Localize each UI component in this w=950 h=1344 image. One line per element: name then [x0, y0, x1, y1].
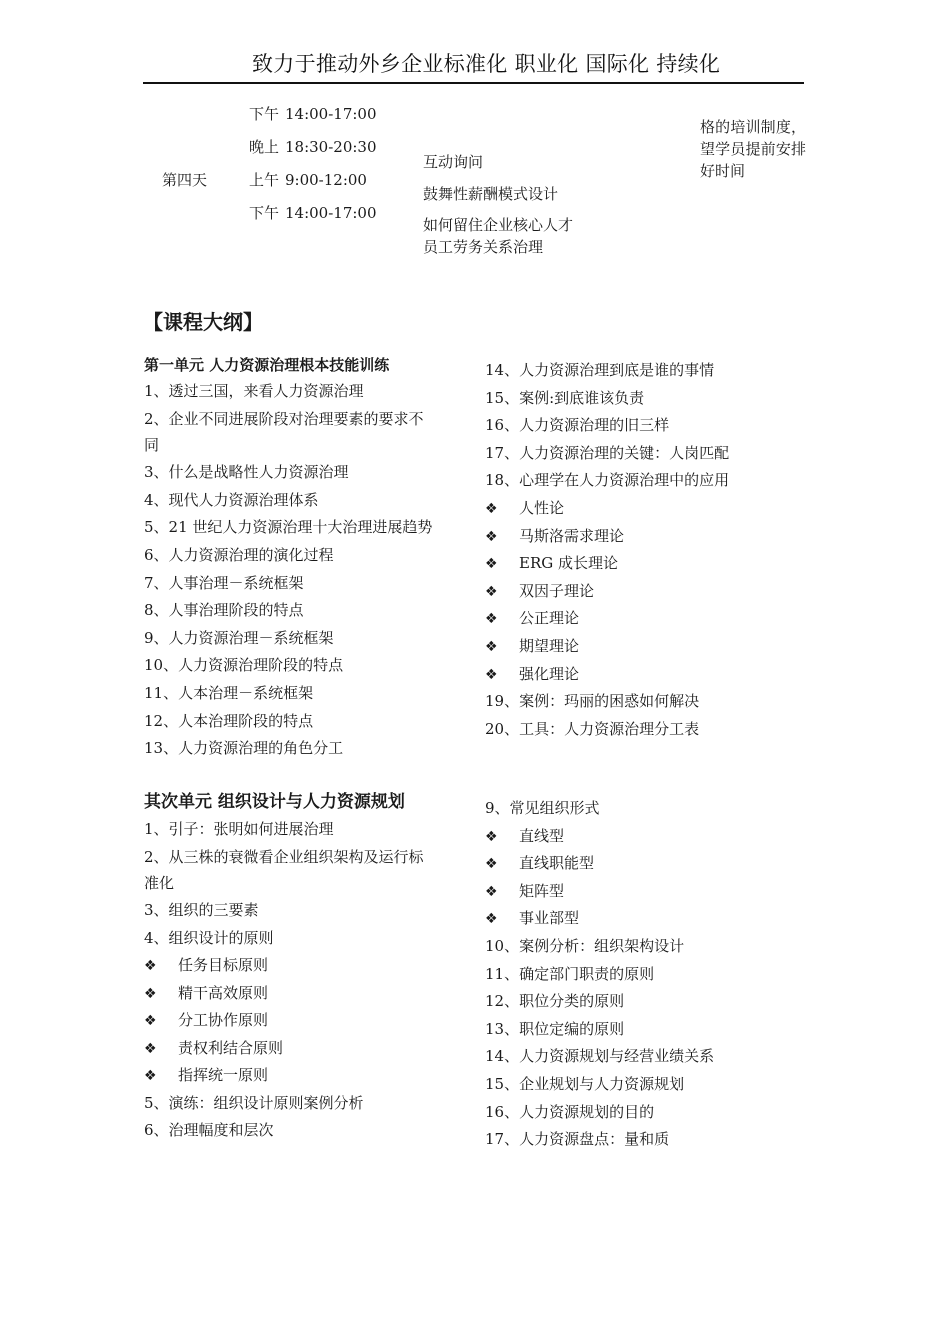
schedule-topic: 互动询问 — [423, 153, 484, 171]
outline-item-text: 13、人力资源治理的角色分工 — [144, 739, 344, 758]
outline-item — [144, 544, 334, 565]
outline-item-text: 15、案例:到底谁该负责 — [485, 388, 645, 407]
outline-item-text: 9、人力资源治理－系统框架 — [144, 628, 334, 647]
outline-item-text: 9、常见组织形式 — [485, 799, 600, 817]
outline-item — [485, 797, 600, 818]
outline-item-text: 7、人事治理－系统框架 — [144, 573, 304, 592]
schedule-time-row — [249, 202, 377, 223]
outline-item — [144, 654, 343, 675]
outline-item — [485, 1045, 714, 1066]
time-range: 9:00-12:00 — [285, 171, 367, 189]
outline-item-text: 15、企业规划与人力资源规划 — [485, 1075, 685, 1093]
bullet-icon: ❖ — [485, 611, 498, 628]
page-header-slogan: 致力于推动外乡企业标准化 职业化 国际化 持续化 — [252, 52, 721, 76]
bullet-icon: ❖ — [485, 639, 498, 655]
outline-item-text: 4、现代人力资源治理体系 — [144, 490, 319, 509]
bullet-icon: ❖ — [485, 501, 498, 517]
outline-item-text: 3、什么是战略性人力资源治理 — [144, 463, 349, 482]
outline-item-text: 6、人力资源治理的演化过程 — [144, 546, 334, 564]
outline-item-text: 16、人力资源治理的旧三样 — [485, 416, 670, 435]
bullet-icon: ❖ — [144, 985, 157, 1002]
header-divider — [143, 82, 804, 84]
schedule-time-row — [249, 169, 367, 190]
outline-item-text: 2、企业不同进展阶段对治理要素的要求不 — [144, 409, 424, 428]
outline-item-text: 8、人事治理阶段的特点 — [144, 601, 304, 620]
outline-item — [485, 1018, 624, 1039]
outline-item — [485, 1073, 684, 1094]
outline-item-text: 1、引子：张明如何进展治理 — [144, 820, 334, 838]
outline-item — [144, 599, 304, 620]
outline-item-text: 准化 — [144, 873, 175, 892]
outline-item — [144, 818, 334, 839]
outline-item-text: 任务目标原则 — [178, 956, 269, 974]
outline-item — [144, 489, 319, 510]
schedule-topic: 如何留住企业核心人才 — [423, 216, 574, 234]
bullet-icon: ❖ — [485, 556, 498, 573]
outline-item — [144, 408, 424, 429]
schedule-time-row — [249, 103, 377, 124]
outline-item-text: 10、案例分析：组织架构设计 — [485, 937, 685, 955]
schedule-topic: 员工劳务关系治理 — [423, 238, 544, 256]
outline-item-text: 双因子理论 — [519, 581, 595, 600]
outline-item-text: 1、透过三国，来看人力资源治理 — [144, 382, 364, 400]
time-range: 18:30-20:30 — [285, 138, 377, 156]
outline-item-text: 11、人本治理－系统框架 — [144, 684, 314, 702]
outline-item-text: 6、治理幅度和层次 — [144, 1121, 274, 1139]
schedule-note: 格的培训制度，望学员提前安排好时间 — [700, 118, 806, 180]
bullet-icon: ❖ — [485, 911, 498, 928]
bullet-icon: ❖ — [485, 856, 498, 873]
outline-item — [485, 990, 624, 1011]
outline-item-text: 17、人力资源盘点：量和质 — [485, 1130, 670, 1149]
outline-item — [144, 710, 313, 731]
bullet-icon: ❖ — [144, 1068, 157, 1084]
outline-item-text: 事业部型 — [519, 909, 580, 928]
unit1-title: 第一单元 人力资源治理根本技能训练 — [144, 356, 390, 374]
outline-item — [144, 1037, 283, 1058]
outline-item-text: 5、21 世纪人力资源治理十大治理进展趋势 — [144, 518, 433, 537]
outline-item — [485, 525, 624, 546]
outline-item — [485, 414, 669, 435]
outline-item-text: 矩阵型 — [519, 881, 565, 900]
outline-item — [144, 954, 268, 975]
outline-item-text: 同 — [144, 435, 160, 454]
outline-item — [485, 607, 579, 628]
outline-item-text: 18、心理学在人力资源治理中的应用 — [485, 471, 730, 490]
outline-item-text: 14、人力资源规划与经营业绩关系 — [485, 1047, 715, 1066]
outline-item — [485, 852, 594, 873]
time-range: 14:00-17:00 — [285, 204, 377, 222]
outline-item-text: 12、人本治理阶段的特点 — [144, 711, 314, 730]
outline-item — [144, 627, 334, 648]
outline-item-text: 11、确定部门职责的原则 — [485, 964, 655, 983]
outline-item-text: 期望理论 — [519, 637, 580, 655]
outline-item — [144, 1092, 364, 1113]
outline-item-text: 公正理论 — [519, 609, 580, 628]
outline-item-text: 5、演练：组织设计原则案例分析 — [144, 1093, 364, 1112]
outline-item-text: 3、组织的三要素 — [144, 901, 259, 919]
outline-item — [144, 380, 364, 401]
outline-item-text: 14、人力资源治理到底是谁的事情 — [485, 361, 715, 379]
outline-item — [144, 1064, 268, 1085]
outline-item — [144, 516, 432, 537]
outline-item-text: 10、人力资源治理阶段的特点 — [144, 656, 344, 675]
bullet-icon: ❖ — [485, 883, 498, 900]
outline-item-text: 20、工具：人力资源治理分工表 — [485, 719, 700, 738]
unit2-title: 其次单元 组织设计与人力资源规划 — [144, 792, 405, 812]
outline-item-text: ERG 成长理论 — [519, 554, 618, 573]
outline-item — [485, 880, 564, 901]
outline-item — [485, 825, 564, 846]
outline-item-text: 分工协作原则 — [178, 1011, 269, 1029]
outline-item-text: 责权利结合原则 — [178, 1038, 284, 1057]
outline-item-text: 19、案例：玛丽的困惑如何解决 — [485, 692, 700, 711]
outline-item — [485, 387, 644, 408]
outline-title: 【课程大纲】 — [143, 310, 263, 334]
bullet-icon: ❖ — [144, 1040, 157, 1057]
bullet-icon: ❖ — [485, 828, 498, 845]
outline-item — [144, 899, 259, 920]
time-period: 晚上 — [249, 138, 280, 156]
outline-item — [144, 461, 349, 482]
outline-item — [144, 1119, 274, 1140]
outline-item — [485, 935, 684, 956]
bullet-icon: ❖ — [485, 528, 498, 545]
outline-item-text: 精干高效原则 — [178, 983, 269, 1002]
outline-item — [485, 663, 579, 684]
outline-item — [485, 497, 564, 518]
outline-item-text: 人性论 — [519, 499, 565, 517]
outline-item — [144, 737, 343, 758]
outline-item — [144, 1009, 268, 1030]
outline-item-text: 2、从三株的衰微看企业组织架构及运行标 — [144, 847, 424, 866]
time-period: 下午 — [249, 204, 280, 222]
outline-item — [144, 927, 274, 948]
bullet-icon: ❖ — [485, 583, 498, 600]
schedule-day: 第四天 — [162, 171, 208, 189]
outline-item-text: 直线职能型 — [519, 854, 595, 873]
outline-item — [485, 552, 618, 573]
outline-item — [485, 469, 729, 490]
outline-item — [485, 359, 714, 380]
outline-item — [144, 572, 304, 593]
outline-item — [144, 682, 313, 703]
outline-item-text: 16、人力资源规划的目的 — [485, 1102, 655, 1121]
outline-item-text: 马斯洛需求理论 — [519, 526, 625, 545]
outline-item-text: 4、组织设计的原则 — [144, 928, 274, 947]
outline-item — [144, 872, 174, 893]
bullet-icon: ❖ — [144, 1013, 157, 1029]
outline-item — [485, 907, 579, 928]
outline-item — [485, 1128, 669, 1149]
outline-item-text: 13、职位定编的原则 — [485, 1019, 625, 1038]
bullet-icon: ❖ — [144, 958, 157, 974]
outline-item-text: 17、人力资源治理的关键：人岗匹配 — [485, 443, 730, 462]
schedule-time-row — [249, 136, 377, 157]
bullet-icon: ❖ — [485, 666, 498, 683]
outline-item — [485, 442, 729, 463]
outline-item-text: 12、职位分类的原则 — [485, 992, 625, 1011]
outline-item — [485, 718, 699, 739]
outline-item — [485, 580, 594, 601]
time-range: 14:00-17:00 — [285, 105, 377, 123]
outline-item — [144, 846, 424, 867]
outline-item — [485, 1101, 654, 1122]
outline-item-text: 直线型 — [519, 826, 565, 845]
outline-item — [144, 982, 268, 1003]
outline-item — [144, 434, 159, 455]
outline-item — [485, 963, 654, 984]
outline-item-text: 强化理论 — [519, 664, 580, 683]
outline-item — [485, 635, 579, 656]
outline-item — [485, 690, 699, 711]
time-period: 上午 — [249, 171, 280, 189]
schedule-topic: 鼓舞性薪酬模式设计 — [423, 185, 559, 203]
outline-item-text: 指挥统一原则 — [178, 1066, 269, 1084]
time-period: 下午 — [249, 105, 280, 123]
